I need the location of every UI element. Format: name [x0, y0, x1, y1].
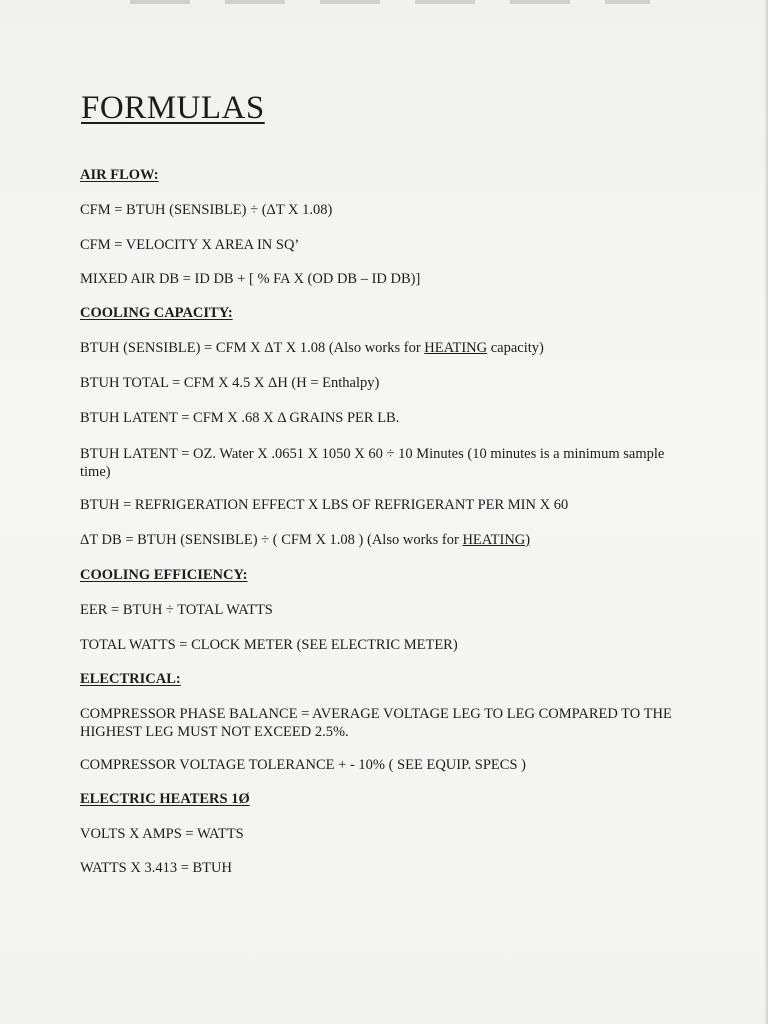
- formula-btuh-total: BTUH TOTAL = CFM X 4.5 X ΔH (H = Enthalpy): [80, 375, 380, 391]
- formula-btuh-sensible: [80, 339, 544, 357]
- formula-phase-balance: COMPRESSOR PHASE BALANCE = AVERAGE VOLTAGE LEG TO LEG COMPARED TO THE HIGHEST LEG MUST NOT EXCEED 2.5%.: [80, 706, 672, 740]
- formula-cfm-sensible: CFM = BTUH (SENSIBLE) ÷ (ΔT X 1.08): [80, 202, 333, 218]
- section-heading-electrical: ELECTRICAL:: [80, 671, 181, 687]
- heating-underlined-text: HEATING: [424, 340, 488, 356]
- section-heading-cooling-efficiency: COOLING EFFICIENCY:: [80, 567, 248, 583]
- formula-btuh-sensible-suffix: capacity): [487, 340, 544, 356]
- formula-delta-t-db: [80, 531, 530, 549]
- heating-underlined-text-2: HEATING): [462, 532, 531, 548]
- formula-watts: VOLTS X AMPS = WATTS: [80, 826, 244, 842]
- page-edge-shadow: [764, 0, 768, 1024]
- formula-btuh-from-watts: WATTS X 3.413 = BTUH: [80, 860, 232, 876]
- formula-eer: EER = BTUH ÷ TOTAL WATTS: [80, 602, 273, 618]
- scan-artifact: [130, 0, 650, 4]
- formula-btuh-sensible-text: BTUH (SENSIBLE) = CFM X ΔT X 1.08 (Also works for: [80, 340, 425, 356]
- section-heading-cooling-capacity: COOLING CAPACITY:: [80, 305, 233, 321]
- formula-voltage-tolerance: COMPRESSOR VOLTAGE TOLERANCE + - 10% ( SEE EQUIP. SPECS ): [80, 757, 526, 773]
- formula-mixed-air: MIXED AIR DB = ID DB + [ % FA X (OD DB – ID DB)]: [80, 271, 421, 287]
- section-heading-electric-heaters: ELECTRIC HEATERS 1Ø: [80, 791, 250, 807]
- formula-btuh-latent-water: BTUH LATENT = OZ. Water X .0651 X 1050 X 60 ÷ 10 Minutes (10 minutes is a minimum sample time): [80, 446, 665, 480]
- formula-total-watts: TOTAL WATTS = CLOCK METER (SEE ELECTRIC METER): [80, 637, 458, 653]
- page-title: FORMULAS: [81, 90, 265, 126]
- formula-btuh-latent-grains: BTUH LATENT = CFM X .68 X Δ GRAINS PER LB.: [80, 410, 400, 426]
- formula-delta-t-db-text: ΔT DB = BTUH (SENSIBLE) ÷ ( CFM X 1.08 ) (Also works for: [80, 532, 463, 548]
- formula-cfm-velocity: CFM = VELOCITY X AREA IN SQ’: [80, 237, 300, 253]
- section-heading-air-flow: AIR FLOW:: [80, 167, 159, 183]
- formula-btuh-refrigeration: BTUH = REFRIGERATION EFFECT X LBS OF REFRIGERANT PER MIN X 60: [80, 497, 569, 513]
